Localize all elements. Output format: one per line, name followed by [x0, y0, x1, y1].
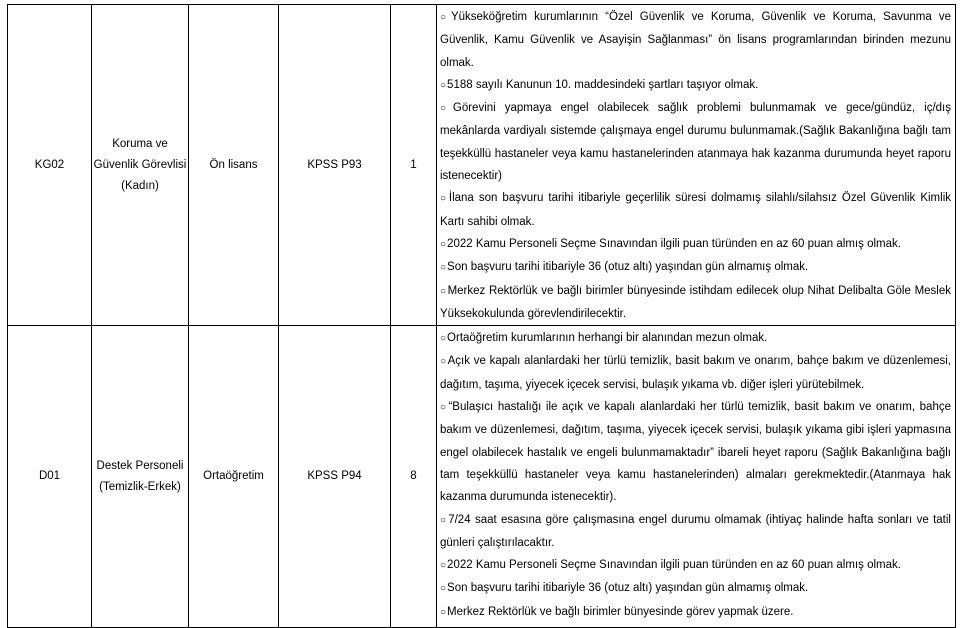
circle-bullet-icon: ○ [440, 356, 447, 368]
position-code: D01 [8, 326, 92, 628]
requirements-cell [437, 5, 956, 326]
circle-bullet-icon: ○ [440, 514, 448, 526]
position-title [92, 5, 189, 326]
position-count: 8 [391, 326, 437, 628]
education-level: Ön lisans [189, 5, 279, 326]
positions-table [7, 4, 956, 628]
circle-bullet-icon: ○ [440, 560, 447, 572]
circle-bullet-icon: ○ [440, 12, 450, 23]
requirements-cell [437, 326, 956, 628]
position-title-line: (Temizlik-Erkek) [99, 480, 181, 493]
requirement-item: ○Görevini yapmaya engel olabilecek sağlık problemi bulunmamak ve gece/gündüz, iç/dış mekânlarda vardiyalı sistemde çalışmaya engel durumu bulunmamak.(Sağlık Bakanlığına bağlı tam teşekküllü hastaneler veya kamu hastanelerinden atanmaya hak kazanma durumunda heyet raporu istenecektir) [440, 102, 952, 183]
circle-bullet-icon: ○ [440, 402, 448, 414]
circle-bullet-icon: ○ [440, 79, 447, 91]
requirement-item: ○Son başvuru tarihi itibariyle 36 (otuz altı) yaşından gün almamış olmak. [440, 582, 809, 595]
requirement-item: ○“Bulaşıcı hastalığı ile açık ve kapalı alanlardaki her türlü temizlik, basit bakım ve onarım, bahçe bakım ve düzenlemesi, dağıtım, taşıma, yiyecek içecek servisi, bulaşık yıkama gibi işleri yapmasına engel olabilecek hastalık ve engeli bulunmamaktadır” ibareli heyet raporu (Sağlık Bakanlığına bağlı tam teşekküllü hastaneler veya kamu hastanelerinden) almaları gerekmektedir.(Atanmaya hak kazanma durumunda istenecektir). [440, 401, 951, 504]
position-title-line: (Kadın) [121, 179, 159, 192]
requirement-item: ○2022 Kamu Personeli Seçme Sınavından ilgili puan türünden en az 60 puan almış olmak. [440, 559, 901, 572]
position-title-line: Koruma ve [112, 137, 168, 150]
position-code: KG02 [8, 5, 92, 326]
circle-bullet-icon: ○ [440, 606, 447, 618]
circle-bullet-icon: ○ [440, 103, 452, 115]
circle-bullet-icon: ○ [440, 238, 447, 250]
score-type: KPSS P93 [279, 5, 391, 326]
circle-bullet-icon: ○ [440, 285, 447, 297]
circle-bullet-icon: ○ [440, 583, 447, 595]
position-title [92, 326, 189, 628]
requirement-item: ○İlana son başvuru tarihi itibariyle geçerlilik süresi dolmamış silahlı/silahsız Özel Güvenlik Kimlik Kartı sahibi olmak. [440, 192, 951, 228]
requirement-item: ○Merkez Rektörlük ve bağlı birimler bünyesinde görev yapmak üzere. [440, 605, 794, 618]
requirement-item: ○Ortaöğretim kurumlarının herhangi bir alanından mezun olmak. [440, 332, 768, 345]
table-row [8, 5, 956, 326]
requirement-item: ○2022 Kamu Personeli Seçme Sınavından ilgili puan türünden en az 60 puan almış olmak. [440, 237, 901, 250]
requirement-item: ○5188 sayılı Kanunun 10. maddesindeki şartları taşıyor olmak. [440, 78, 759, 91]
position-title-line: Güvenlik Görevlisi [93, 158, 187, 171]
score-type: KPSS P94 [279, 326, 391, 628]
education-level: Ortaöğretim [189, 326, 279, 628]
requirement-item: ○Son başvuru tarihi itibariyle 36 (otuz altı) yaşından gün almamış olmak. [440, 261, 809, 274]
circle-bullet-icon: ○ [440, 262, 447, 274]
position-count: 1 [391, 5, 437, 326]
circle-bullet-icon: ○ [440, 193, 448, 205]
circle-bullet-icon: ○ [440, 333, 447, 345]
requirement-item: ○Yükseköğretim kurumlarının “Özel Güvenlik ve Koruma, Güvenlik ve Koruma, Savunma ve Güvenlik, Kamu Güvenlik ve Asayişin Sağlanması” ön lisans programlarından birinden mezunu olmak. [440, 11, 951, 69]
table-row [8, 326, 956, 628]
requirement-item: ○7/24 saat esasına göre çalışmasına engel durumu olmamak (ihtiyaç halinde hafta sonları ve tatil günleri çalıştırılacaktır. [440, 513, 951, 549]
requirement-item: ○Açık ve kapalı alanlardaki her türlü temizlik, basit bakım ve onarım, bahçe bakım ve düzenlemesi, dağıtım, taşıma, yiyecek içecek servisi, bulaşık yıkama vb. diğer işleri yürütebilmek. [440, 355, 951, 391]
requirement-item: ○Merkez Rektörlük ve bağlı birimler bünyesinde istihdam edilecek olup Nihat Delibalta Göle Meslek Yüksekokulunda görevlendirilecektir. [440, 284, 951, 320]
position-title-line: Destek Personeli [96, 459, 184, 472]
